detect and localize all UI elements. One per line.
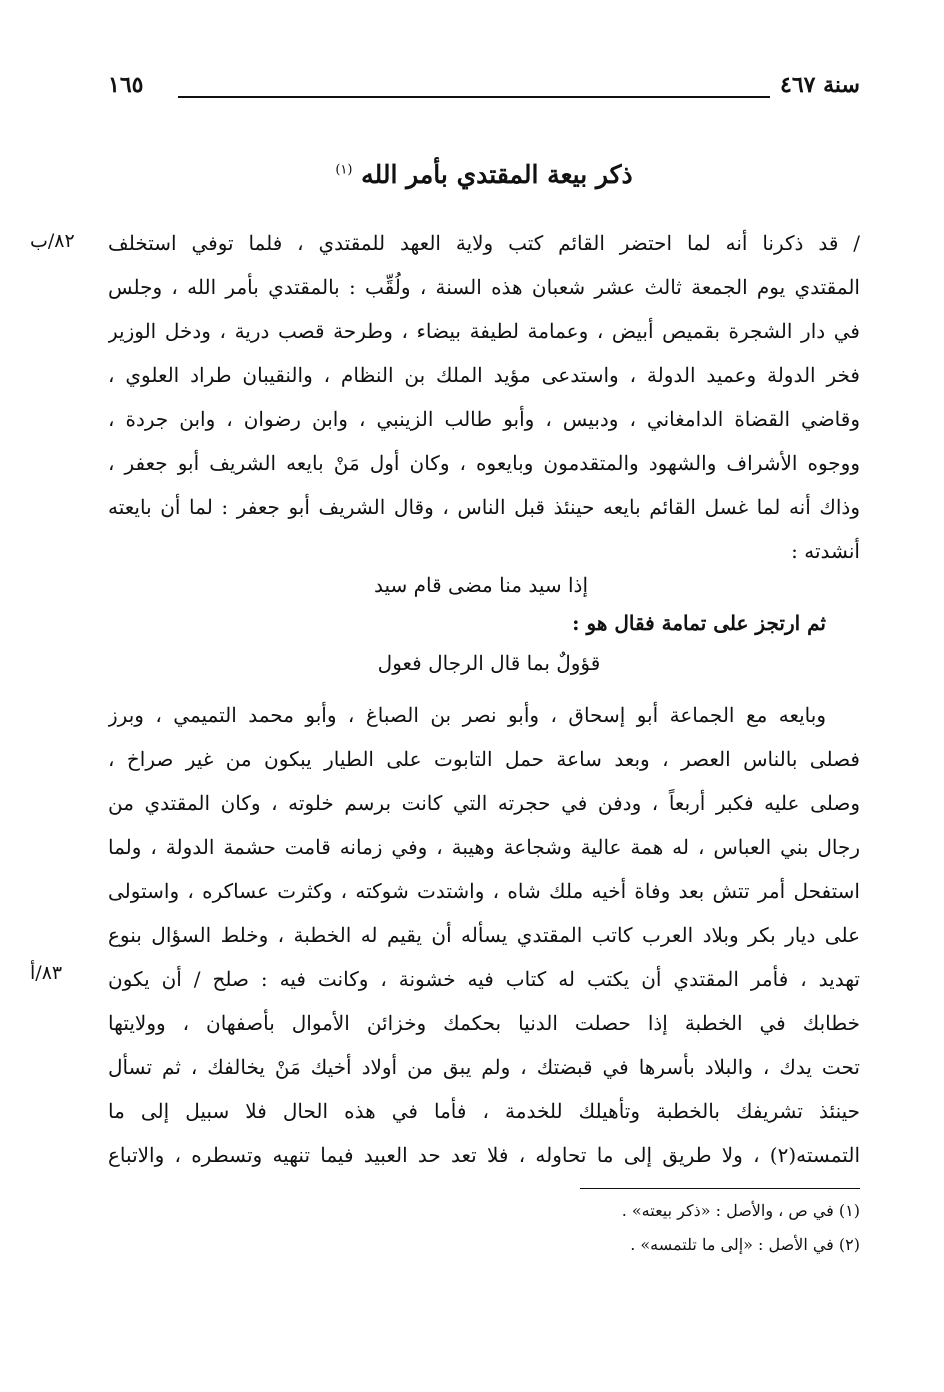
section-title-text: ذكر بيعة المقتدي بأمر الله: [361, 160, 633, 189]
section-title: [108, 160, 860, 189]
header-rule: [178, 96, 770, 98]
verse-line: قؤولٌ بما قال الرجال فعول: [377, 651, 601, 675]
text-line: على ديار بكر وبلاد العرب كاتب المقتدي يسأله أن يقيم له الخطبة ، وخلط السؤال بنوع: [108, 923, 860, 947]
text-line: حينئذ تشريفك بالخطبة وتأهيلك للخدمة ، فأما في هذه الحال فلا سبيل إلى ما: [108, 1099, 860, 1123]
text-line: وقاضي القضاة الدامغاني ، ودبيس ، وأبو طالب الزينبي ، وابن رضوان ، وابن جردة ،: [108, 407, 860, 431]
text-line: تهديد ، فأمر المقتدي أن يكتب له كتاب فيه خشونة ، وكانت فيه : صلح / أن يكون: [108, 967, 860, 991]
text-line: رجال بني العباس ، له همة عالية وشجاعة وهيبة ، وفي زمانه قامت حشمة الدولة ، ولما: [108, 835, 860, 859]
footnote: (٢) في الأصل : «إلى ما تلتمسه» .: [630, 1235, 860, 1254]
footnote: (١) في ص ، والأصل : «ذكر بيعته» .: [621, 1201, 860, 1220]
margin-folio-note: ٨٢/ب: [30, 230, 75, 252]
text-line: المقتدي يوم الجمعة ثالث عشر شعبان هذه السنة ، ولُقِّب : بالمقتدي بأمر الله ، وجلس: [108, 275, 860, 299]
text-line: ووجوه الأشراف والشهود والمتقدمون وبايعوه ، وكان أول مَنْ بايعه الشريف أبو جعفر ،: [108, 451, 860, 475]
text-line: وبايعه مع الجماعة أبو إسحاق ، وأبو نصر بن الصباغ ، وأبو محمد التميمي ، وبرز: [108, 703, 826, 727]
title-footnote-ref: (١): [335, 162, 353, 178]
text-line: فصلى بالناس العصر ، وبعد ساعة حمل التابوت على الطيار يبكون من غير صراخ ،: [108, 747, 860, 771]
text-line: تحت يدك ، والبلاد بأسرها في قبضتك ، ولم يبق من أولاد أخيك مَنْ يخالفك ، ثم تسأل: [108, 1055, 860, 1079]
margin-folio-note: ٨٣/أ: [30, 962, 63, 984]
text-line: فخر الدولة وعميد الدولة ، واستدعى مؤيد الملك بن النظام ، والنقيبان طراد العلوي ،: [108, 363, 860, 387]
page-number: ١٦٥: [108, 72, 144, 98]
header-year: سنة ٤٦٧: [780, 72, 860, 98]
text-line: في دار الشجرة بقميص أبيض ، وعمامة لطيفة بيضاء ، وطرحة قصب درية ، ودخل الوزير: [108, 319, 860, 343]
text-line: وصلى عليه فكبر أربعاً ، ودفن في حجرته التي كانت برسم خلوته ، وكان المقتدي من: [108, 791, 860, 815]
text-line: أنشدته :: [791, 539, 860, 563]
footnote-separator: [580, 1188, 860, 1189]
verse-line: إذا سيد منا مضى قام سيد: [374, 573, 588, 597]
text-line: التمسته(٢) ، ولا طريق إلى ما تحاوله ، فلا تعد حد العبيد فيما تنهيه وتسطره ، والاتباع: [108, 1143, 860, 1167]
text-line: خطابك في الخطبة إذا حصلت الدنيا بحكمك وخزائن الأموال بأصفهان ، وولايتها: [108, 1011, 860, 1035]
text-line: ثم ارتجز على تمامة فقال هو :: [572, 611, 826, 635]
text-line: استفحل أمر تتش بعد وفاة أخيه ملك شاه ، واشتدت شوكته ، وكثرت عساكره ، واستولى: [108, 879, 860, 903]
text-line: وذاك أنه لما غسل القائم بايعه حينئذ قبل الناس ، وقال الشريف أبو جعفر : لما أن بايعته: [108, 495, 860, 519]
running-header: [108, 72, 860, 112]
text-line: / قد ذكرنا أنه لما احتضر القائم كتب ولاية العهد للمقتدي ، فلما توفي استخلف: [108, 231, 860, 255]
